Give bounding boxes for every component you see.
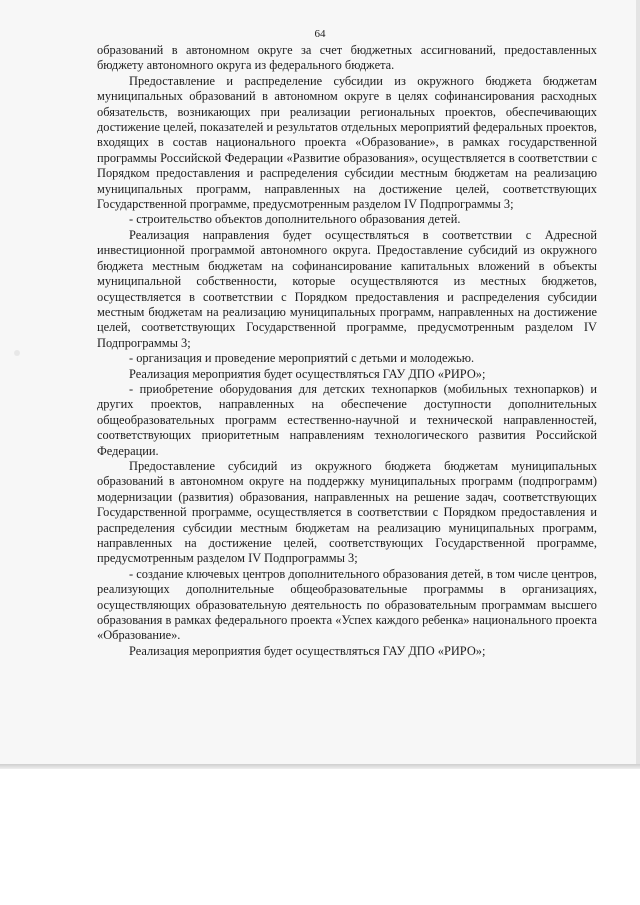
page-number: 64 bbox=[314, 28, 326, 40]
paragraph-4: Реализация направления будет осуществляться в соответствии с Адресной инвестиционной программой автономного округа. Предоставление субсидий из окружного бюджета местным бюджетам на софинансирование капитальных вложений в объекты муниципальной собственности, которые осуществляются из местных бюджетов, осуществляется в соответствии с Порядком предоставления и распределения субсидии местным бюджетам на реализацию муниципальных программ, направленных на достижение целей, соответствующих Государственной программе, предусмотренным разделом IV Подпрограммы 3; bbox=[97, 227, 597, 350]
paragraph-7: - приобретение оборудования для детских технопарков (мобильных технопарков) и других проектов, направленных на обеспечение доступности дополнительных общеобразовательных программ естественно-научной и технической направленностей, соответствующих приоритетным направлениям технологического развития Российской Федерации. bbox=[97, 381, 597, 458]
document-body bbox=[97, 43, 597, 659]
paragraph-10: Реализация мероприятия будет осуществляться ГАУ ДПО «РИРО»; bbox=[129, 643, 486, 658]
margin-punch-mark bbox=[14, 350, 20, 356]
paragraph-1: образований в автономном округе за счет бюджетных ассигнований, предоставленных бюджету автономного округа из федерального бюджета. bbox=[97, 43, 597, 73]
paragraph-3: - строительство объектов дополнительного образования детей. bbox=[129, 212, 461, 227]
paragraph-6: Реализация мероприятия будет осуществляться ГАУ ДПО «РИРО»; bbox=[129, 366, 486, 381]
paragraph-9: - создание ключевых центров дополнительного образования детей, в том числе центров, реализующих дополнительные общеобразовательные программы в организациях, осуществляющих образовательную деятельность по образовательным программам высшего образования в рамках федерального проекта «Успех каждого ребенка» национального проекта «Образование». bbox=[97, 566, 597, 643]
scan-bottom-edge bbox=[0, 764, 640, 769]
paragraph-8: Предоставление субсидий из окружного бюджета бюджетам муниципальных образований в автономном округе на поддержку муниципальных программ (подпрограмм) модернизации (развития) образования, направленных на решение задач, соответствующих Государственной программе, осуществляется в соответствии с Порядком предоставления и распределения субсидии местным бюджетам на реализацию муниципальных программ, направленных на достижение целей, соответствующих Государственной программе, предусмотренным разделом IV Подпрограммы 3; bbox=[97, 458, 597, 566]
paragraph-5: - организация и проведение мероприятий с детьми и молодежью. bbox=[129, 351, 475, 366]
paragraph-2: Предоставление и распределение субсидии из окружного бюджета бюджетам муниципальных образований в автономном округе в целях софинансирования расходных обязательств, возникающих при реализации региональных проектов, обеспечивающих достижение целей, показателей и результатов отдельных мероприятий федеральных проектов, входящих в состав национального проекта «Образование», в рамках государственной программы Российской Федерации «Развитие образования», осуществляется в соответствии с Порядком предоставления и распределения субсидии местным бюджетам на реализацию муниципальных программ, направленных на достижение целей, соответствующих Государственной программе, предусмотренным разделом IV Подпрограммы 3; bbox=[97, 73, 597, 212]
